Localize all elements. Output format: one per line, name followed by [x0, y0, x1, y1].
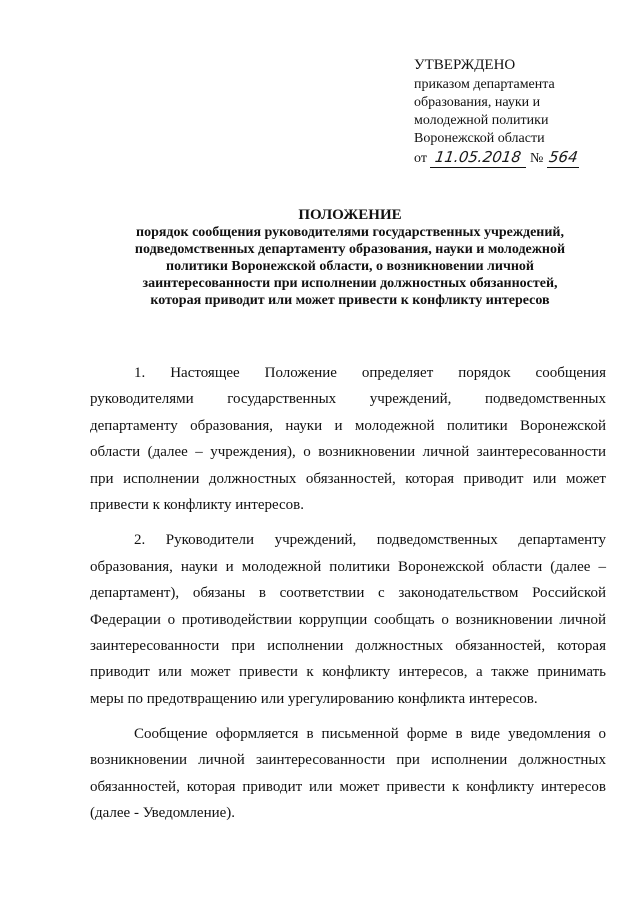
paragraph-line: возникновении личной заинтересованности при исполнении должностных: [90, 752, 606, 769]
paragraph-line: заинтересованности при исполнении должностных обязанностей, которая: [90, 637, 606, 654]
subtitle-line: заинтересованности при исполнении должностных обязанностей,: [142, 276, 558, 291]
document-title: ПОЛОЖЕНИЕ: [298, 207, 402, 223]
paragraph-line: привести к конфликту интересов.: [90, 496, 305, 513]
paragraph-line: при исполнении должностных обязанностей, которая приводит или может: [90, 470, 606, 487]
paragraph-1: [90, 360, 606, 518]
paragraph-line: руководителями государственных учреждений, подведомственных: [90, 391, 606, 408]
document-subtitle: [90, 224, 610, 309]
paragraph-line: (далее - Уведомление).: [90, 805, 236, 822]
paragraph-line: департаменту образования, науки и молодежной политики Воронежской: [90, 417, 606, 434]
document-body: [90, 360, 606, 827]
date-prefix: от: [414, 151, 427, 166]
subtitle-line: которая приводит или может привести к конфликту интересов: [150, 293, 550, 308]
handwritten-number: 564: [548, 148, 580, 166]
paragraph-line: области (далее – учреждения), о возникновении личной заинтересованности: [90, 444, 606, 461]
subtitle-line: подведомственных департаменту образования, науки и молодежной: [134, 242, 566, 257]
handwritten-date: 11.05.2018: [433, 148, 523, 166]
approval-date-row: [414, 149, 624, 168]
paragraph-line: Сообщение оформляется в письменной форме в виде уведомления о: [134, 726, 606, 743]
approval-stamp: [414, 56, 624, 168]
approval-line: образования, науки и: [414, 95, 541, 110]
subtitle-line: политики Воронежской области, о возникновении личной: [166, 259, 534, 274]
subtitle-line: порядок сообщения руководителями государственных учреждений,: [136, 225, 564, 240]
paragraph-line: меры по предотвращению или урегулированию конфликта интересов.: [90, 690, 538, 707]
number-field: [547, 149, 579, 168]
number-sign: №: [529, 151, 544, 166]
paragraph-line: приводит или может привести к конфликту интересов, а также принимать: [90, 664, 606, 681]
approval-line: приказом департамента: [414, 77, 555, 92]
date-field: [430, 149, 526, 168]
approval-line: молодежной политики: [414, 113, 549, 128]
paragraph-line: 1. Настоящее Положение определяет порядок сообщения: [134, 365, 606, 381]
paragraph-line: 2. Руководители учреждений, подведомственных департаменту: [134, 532, 606, 549]
paragraph-2: [90, 527, 606, 712]
paragraph-line: обязанностей, которая приводит или может привести к конфликту интересов: [90, 778, 606, 795]
document-heading: [90, 206, 610, 309]
approval-heading: УТВЕРЖДЕНО: [414, 57, 516, 73]
paragraph-line: департамент), обязаны в соответствии с законодательством Российской: [90, 585, 606, 602]
paragraph-3: [90, 721, 606, 827]
paragraph-line: Федерации о противодействии коррупции сообщать о возникновении личной: [90, 611, 606, 628]
approval-line: Воронежской области: [414, 131, 545, 146]
paragraph-line: образования, науки и молодежной политики Воронежской области (далее –: [90, 558, 606, 575]
